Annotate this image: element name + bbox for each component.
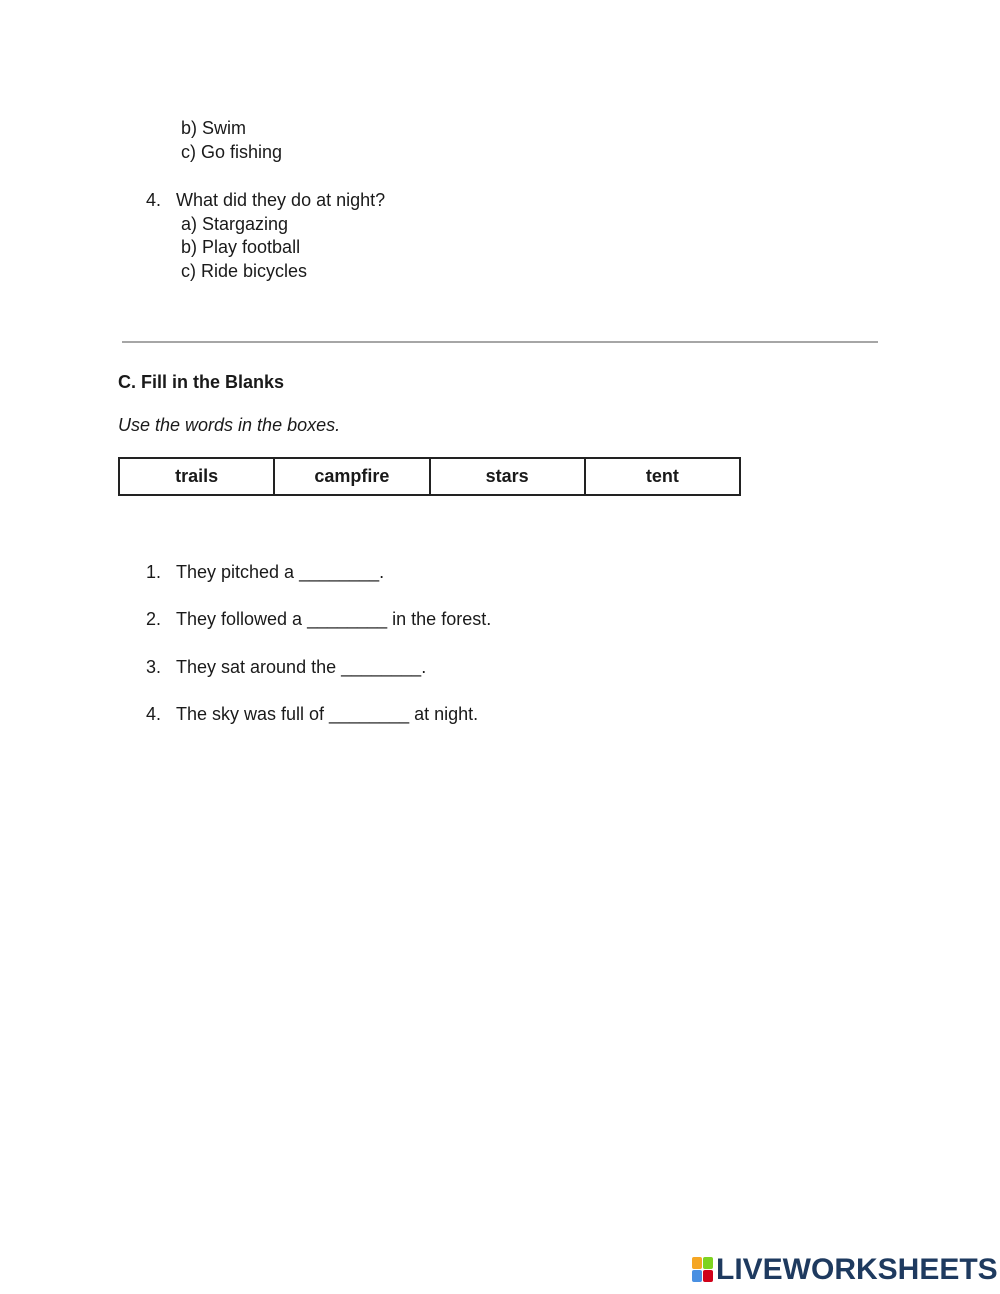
prev-option-b: b) Swim — [181, 118, 247, 138]
question-number: 4. — [146, 190, 162, 210]
word-bank-table — [118, 457, 741, 496]
question-text: What did they do at night? — [176, 190, 386, 210]
blank-item-number: 4. — [146, 704, 162, 724]
word-bank-cell: stars — [431, 459, 586, 494]
prev-option-c: c) Go fishing — [181, 142, 283, 162]
section-divider — [122, 341, 878, 343]
blank-item-text: They sat around the ________. — [176, 657, 427, 677]
section-heading: C. Fill in the Blanks — [118, 372, 285, 392]
liveworksheets-logo — [692, 1254, 998, 1286]
blank-item-number: 2. — [146, 609, 162, 629]
blank-item-number: 3. — [146, 657, 162, 677]
question-option-a: a) Stargazing — [181, 214, 289, 234]
logo-text: LIVEWORKSHEETS — [716, 1253, 998, 1286]
question-option-b: b) Play football — [181, 237, 301, 257]
blank-item-text: They followed a ________ in the forest. — [176, 609, 492, 629]
blank-item-text: The sky was full of ________ at night. — [176, 704, 479, 724]
word-bank-cell: trails — [120, 459, 275, 494]
word-bank-cell: tent — [645, 466, 679, 486]
word-bank-cell: campfire — [275, 459, 430, 494]
logo-mark-icon — [692, 1257, 714, 1283]
question-option-c: c) Ride bicycles — [181, 261, 308, 281]
blank-item-number: 1. — [146, 562, 162, 582]
section-instruction: Use the words in the boxes. — [118, 415, 341, 435]
blank-item-text: They pitched a ________. — [176, 562, 385, 582]
